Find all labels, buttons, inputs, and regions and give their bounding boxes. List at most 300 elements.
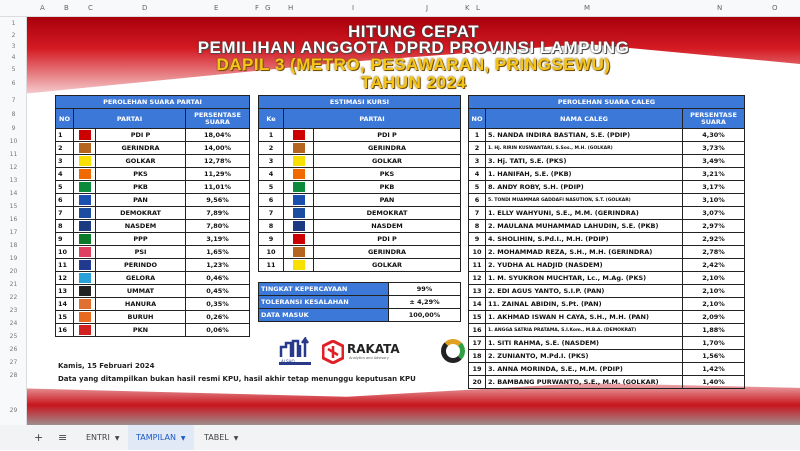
party-pct: 0,45% (186, 285, 250, 298)
party-pct: 1,23% (186, 259, 250, 272)
column-letter[interactable]: C (88, 4, 93, 12)
table-row (56, 155, 250, 168)
party-pct: 9,56% (186, 194, 250, 207)
candidate-name: 2. BAMBANG PURWANTO, S.E., M.M. (GOLKAR) (486, 376, 683, 389)
row-number[interactable]: 8 (11, 111, 16, 118)
seat-no: 11 (259, 259, 284, 272)
party-logo-icon (79, 169, 91, 179)
row-number[interactable]: 3 (11, 43, 16, 50)
party-name: PKS (96, 168, 186, 181)
stat-label: TINGKAT KEPERCAYAAN (259, 283, 389, 296)
sheet-tab-label: ENTRI (86, 433, 110, 442)
row-number[interactable]: 13 (9, 177, 18, 184)
table-row (259, 155, 461, 168)
row-no: 3 (56, 155, 74, 168)
table-row (469, 298, 745, 311)
col-pct: PERSENTASE SUARA (186, 109, 250, 129)
sheet-canvas[interactable] (27, 17, 800, 425)
candidate-pct: 3,73% (683, 142, 745, 155)
party-logo-cell (74, 129, 96, 142)
table-row (56, 129, 250, 142)
row-no: 10 (56, 246, 74, 259)
column-letter[interactable]: H (288, 4, 294, 12)
table-row (469, 337, 745, 350)
sheet-tab-entri[interactable] (78, 425, 127, 450)
table-row (469, 311, 745, 324)
col-ke: Ke (259, 109, 284, 129)
party-logo-icon (293, 247, 305, 257)
row-no: 10 (469, 246, 486, 259)
chevron-down-icon[interactable]: ▼ (180, 435, 186, 442)
column-letter[interactable]: B (64, 4, 69, 12)
table-row (469, 181, 745, 194)
party-logo-cell (74, 298, 96, 311)
party-logo-cell (284, 194, 314, 207)
row-no: 20 (469, 376, 486, 389)
party-logo-icon (79, 143, 91, 153)
party-name: GOLKAR (314, 259, 461, 272)
column-letter[interactable]: G (265, 4, 271, 12)
row-no: 5 (56, 181, 74, 194)
candidate-name: 3. ANNA MORINDA, S.E., M.M. (PDIP) (486, 363, 683, 376)
column-letter[interactable]: L (476, 4, 480, 12)
row-no: 5 (469, 181, 486, 194)
party-table-title: PEROLEHAN SUARA PARTAI (56, 96, 250, 109)
column-letter[interactable]: O (772, 4, 778, 12)
col-party: PARTAI (284, 109, 461, 129)
party-logo-icon (293, 156, 305, 166)
party-name: PSI (96, 246, 186, 259)
party-logo-icon (79, 299, 91, 309)
row-number[interactable]: 18 (9, 242, 18, 249)
row-header[interactable] (0, 17, 27, 425)
table-row (469, 285, 745, 298)
party-logo-cell (74, 194, 96, 207)
party-name: GERINDRA (96, 142, 186, 155)
row-no: 4 (56, 168, 74, 181)
candidate-pct: 1,42% (683, 363, 745, 376)
party-name: PKB (314, 181, 461, 194)
candidate-pct: 1,88% (683, 324, 745, 337)
all-sheets-menu-button[interactable]: ≡ (58, 431, 68, 444)
seat-estimate-table (258, 95, 461, 272)
row-number[interactable]: 6 (11, 80, 16, 87)
party-logo-cell (74, 207, 96, 220)
title-line2: PEMILIHAN ANGGOTA DPRD PROVINSI LAMPUNG (197, 38, 630, 57)
table-row (56, 246, 250, 259)
col-pct: PERSENTASE SUARA (683, 109, 745, 129)
party-logo-icon (293, 221, 305, 231)
candidate-pct: 3,21% (683, 168, 745, 181)
column-letter[interactable]: M (584, 4, 591, 12)
column-letter[interactable]: K (465, 4, 470, 12)
party-votes-table (55, 95, 250, 337)
party-pct: 1,65% (186, 246, 250, 259)
row-no: 7 (56, 207, 74, 220)
sheet-tabs-bar (0, 425, 800, 450)
party-logo-icon (293, 182, 305, 192)
table-row (469, 363, 745, 376)
row-no: 13 (469, 285, 486, 298)
row-number[interactable]: 16 (9, 216, 18, 223)
column-letter[interactable]: I (352, 4, 355, 12)
row-number[interactable]: 14 (9, 190, 18, 197)
party-logo-cell (74, 285, 96, 298)
row-number[interactable]: 11 (9, 151, 18, 158)
party-logo-icon (79, 195, 91, 205)
candidate-name: 11. ZAINAL ABIDIN, S.Pt. (PAN) (486, 298, 683, 311)
rakata-subtext: Analytics and Advisory (349, 356, 389, 360)
party-pct: 7,89% (186, 207, 250, 220)
row-no: 14 (469, 298, 486, 311)
stat-row (259, 283, 461, 296)
stat-row (259, 309, 461, 322)
alsho-logo (279, 337, 311, 365)
row-no: 18 (469, 350, 486, 363)
party-pct: 0,35% (186, 298, 250, 311)
footer-date: Kamis, 15 Februari 2024 (58, 362, 155, 370)
party-logo-cell (74, 181, 96, 194)
party-name: GERINDRA (314, 246, 461, 259)
row-no: 17 (469, 337, 486, 350)
party-logo-icon (79, 273, 91, 283)
party-logo-cell (74, 324, 96, 337)
party-pct: 3,19% (186, 233, 250, 246)
footer-disclaimer: Data yang ditampilkan bukan hasil resmi KPU, hasil akhir tetap menunggu keputusan KPU (58, 375, 416, 383)
row-number[interactable]: 25 (9, 333, 18, 340)
party-name: GERINDRA (314, 142, 461, 155)
party-logo-cell (74, 311, 96, 324)
table-row (469, 324, 745, 337)
col-name: NAMA CALEG (486, 109, 683, 129)
party-name: PAN (314, 194, 461, 207)
row-number[interactable]: 10 (9, 138, 18, 145)
row-number[interactable]: 29 (9, 407, 18, 414)
candidate-name: 2. EDI AGUS YANTO, S.I.P. (PAN) (486, 285, 683, 298)
seat-no: 3 (259, 155, 284, 168)
candidate-votes-table (468, 95, 745, 389)
candidate-pct: 1,40% (683, 376, 745, 389)
chevron-down-icon[interactable]: ▼ (233, 435, 239, 442)
column-letter[interactable]: F (255, 4, 260, 12)
seat-no: 1 (259, 129, 284, 142)
row-number[interactable]: 20 (9, 268, 18, 275)
candidate-pct: 2,92% (683, 233, 745, 246)
table-row (56, 181, 250, 194)
table-row (469, 376, 745, 389)
table-row (259, 142, 461, 155)
row-number[interactable]: 24 (9, 320, 18, 327)
party-logo-icon (293, 169, 305, 179)
candidate-name: 1. Hj. RIRIN KUSWANTARI, S.Sos., M.H. (GOLKAR) (486, 142, 683, 155)
column-letter[interactable]: D (142, 4, 148, 12)
table-row (469, 142, 745, 155)
candidate-pct: 1,70% (683, 337, 745, 350)
row-no: 4 (469, 168, 486, 181)
party-logo-icon (79, 234, 91, 244)
party-name: PKN (96, 324, 186, 337)
party-logo-cell (284, 129, 314, 142)
row-number[interactable]: 12 (9, 164, 18, 171)
stat-value: 99% (389, 283, 461, 296)
table-row (259, 207, 461, 220)
party-pct: 11,01% (186, 181, 250, 194)
table-row (469, 220, 745, 233)
party-name: PKB (96, 181, 186, 194)
row-no: 7 (469, 207, 486, 220)
chevron-down-icon[interactable]: ▼ (114, 435, 120, 442)
party-logo-cell (284, 155, 314, 168)
row-no: 8 (469, 220, 486, 233)
table-row (56, 324, 250, 337)
row-no: 11 (469, 259, 486, 272)
party-logo-cell (74, 220, 96, 233)
title-line1: HITUNG CEPAT (348, 22, 479, 41)
column-letter[interactable]: N (717, 4, 723, 12)
table-row (56, 220, 250, 233)
table-row (56, 168, 250, 181)
table-row (469, 194, 745, 207)
row-number[interactable]: 21 (9, 281, 18, 288)
table-row (56, 259, 250, 272)
candidate-name: 1. ANGGA SATRIA PRATAMA, S.I.Kom., M.B.A. (DEMOKRAT) (486, 324, 683, 337)
row-number[interactable]: 7 (11, 97, 16, 104)
rakata-logo (322, 340, 400, 368)
table-row (56, 142, 250, 155)
column-header[interactable] (0, 0, 800, 17)
row-number[interactable]: 1 (11, 20, 16, 27)
seat-no: 7 (259, 207, 284, 220)
party-logo-cell (284, 233, 314, 246)
table-row (259, 246, 461, 259)
caleg-table-title: PEROLEHAN SUARA CALEG (469, 96, 745, 109)
candidate-name: 4. SHOLIHIN, S.Pd.I., M.H. (PDIP) (486, 233, 683, 246)
table-row (469, 259, 745, 272)
row-no: 1 (469, 129, 486, 142)
party-logo-icon (79, 325, 91, 335)
sheet-tab-tabel[interactable] (196, 425, 246, 450)
candidate-name: 1. M. SYUKRON MUCHTAR, Lc., M.Ag. (PKS) (486, 272, 683, 285)
row-number[interactable]: 22 (9, 294, 18, 301)
party-logo-cell (284, 259, 314, 272)
row-number[interactable]: 2 (11, 32, 16, 39)
candidate-pct: 2,10% (683, 285, 745, 298)
table-row (469, 272, 745, 285)
candidate-name: 1. SITI RAHMA, S.E. (NASDEM) (486, 337, 683, 350)
party-name: GELORA (96, 272, 186, 285)
party-logo-icon (79, 247, 91, 257)
candidate-pct: 2,10% (683, 298, 745, 311)
party-logo-icon (79, 208, 91, 218)
party-logo-icon (293, 130, 305, 140)
party-name: PKS (314, 168, 461, 181)
seat-no: 10 (259, 246, 284, 259)
table-row (56, 285, 250, 298)
row-no: 15 (469, 311, 486, 324)
seat-no: 8 (259, 220, 284, 233)
gauge-logo-icon (441, 339, 465, 363)
party-logo-cell (74, 233, 96, 246)
row-number[interactable]: 4 (11, 54, 16, 61)
party-name: PERINDO (96, 259, 186, 272)
stat-label: TOLERANSI KESALAHAN (259, 296, 389, 309)
candidate-pct: 2,42% (683, 259, 745, 272)
table-row (56, 233, 250, 246)
party-logo-icon (79, 221, 91, 231)
party-pct: 12,78% (186, 155, 250, 168)
party-logo-cell (74, 246, 96, 259)
candidate-name: 8. ANDY ROBY, S.H. (PDIP) (486, 181, 683, 194)
row-number[interactable]: 19 (9, 255, 18, 262)
row-number[interactable]: 5 (11, 66, 16, 73)
candidate-name: 2. MAULANA MUHAMMAD LAHUDIN, S.E. (PKB) (486, 220, 683, 233)
party-logo-cell (284, 207, 314, 220)
stat-value: 100,00% (389, 309, 461, 322)
alsho-logo-text: ALSHO (281, 359, 295, 364)
party-logo-icon (293, 234, 305, 244)
table-row (469, 246, 745, 259)
candidate-name: 3. Hj. TATI, S.E. (PKS) (486, 155, 683, 168)
table-row (56, 298, 250, 311)
row-number[interactable]: 9 (11, 125, 16, 132)
row-no: 6 (469, 194, 486, 207)
party-logo-icon (79, 130, 91, 140)
candidate-name: 5. NANDA INDIRA BASTIAN, S.E. (PDIP) (486, 129, 683, 142)
party-pct: 0,06% (186, 324, 250, 337)
candidate-pct: 4,30% (683, 129, 745, 142)
row-no: 1 (56, 129, 74, 142)
party-name: UMMAT (96, 285, 186, 298)
table-row (56, 207, 250, 220)
table-row (259, 233, 461, 246)
column-letter[interactable]: A (40, 4, 45, 12)
table-row (469, 129, 745, 142)
row-number[interactable]: 26 (9, 346, 18, 353)
table-row (259, 168, 461, 181)
party-logo-cell (74, 168, 96, 181)
row-no: 3 (469, 155, 486, 168)
party-logo-icon (293, 208, 305, 218)
candidate-name: 1. AKHMAD ISWAN H CAYA, S.H., M.H. (PAN) (486, 311, 683, 324)
seat-table-title: ESTIMASI KURSI (259, 96, 461, 109)
party-name: GOLKAR (96, 155, 186, 168)
rakata-text: RAKATA (347, 342, 400, 356)
party-pct: 0,26% (186, 311, 250, 324)
candidate-pct: 2,10% (683, 272, 745, 285)
party-logo-cell (284, 181, 314, 194)
row-no: 2 (469, 142, 486, 155)
table-row (259, 259, 461, 272)
table-row (469, 168, 745, 181)
candidate-pct: 3,17% (683, 181, 745, 194)
party-logo-cell (74, 155, 96, 168)
title-line3: DAPIL 3 (METRO, PESAWARAN, PRINGSEWU) (216, 55, 611, 74)
sheet-tab-tampilan[interactable] (128, 425, 194, 450)
row-number[interactable]: 15 (9, 203, 18, 210)
table-row (259, 129, 461, 142)
row-no: 16 (469, 324, 486, 337)
row-no: 9 (469, 233, 486, 246)
row-number[interactable]: 23 (9, 307, 18, 314)
party-name: NASDEM (96, 220, 186, 233)
seat-no: 9 (259, 233, 284, 246)
row-no: 16 (56, 324, 74, 337)
row-number[interactable]: 28 (9, 372, 18, 379)
row-no: 13 (56, 285, 74, 298)
column-letter[interactable]: J (426, 4, 429, 12)
party-name: BURUH (96, 311, 186, 324)
table-row (469, 350, 745, 363)
table-row (56, 194, 250, 207)
candidate-pct: 3,49% (683, 155, 745, 168)
table-row (469, 155, 745, 168)
row-number[interactable]: 17 (9, 229, 18, 236)
party-name: GOLKAR (314, 155, 461, 168)
party-logo-icon (79, 182, 91, 192)
col-no: NO (469, 109, 486, 129)
table-row (56, 272, 250, 285)
party-logo-cell (74, 272, 96, 285)
seat-no: 2 (259, 142, 284, 155)
col-no: NO (56, 109, 74, 129)
row-no: 6 (56, 194, 74, 207)
row-no: 14 (56, 298, 74, 311)
party-name: NASDEM (314, 220, 461, 233)
party-logo-cell (284, 168, 314, 181)
candidate-name: 2. MOHAMMAD REZA, S.H., M.H. (GERINDRA) (486, 246, 683, 259)
table-row (469, 207, 745, 220)
party-logo-cell (284, 142, 314, 155)
candidate-name: 1. HANIFAH, S.E. (PKB) (486, 168, 683, 181)
candidate-pct: 2,09% (683, 311, 745, 324)
party-name: PAN (96, 194, 186, 207)
row-no: 12 (469, 272, 486, 285)
candidate-pct: 3,07% (683, 207, 745, 220)
stat-label: DATA MASUK (259, 309, 389, 322)
seat-no: 6 (259, 194, 284, 207)
party-pct: 18,04% (186, 129, 250, 142)
table-row (56, 311, 250, 324)
row-no: 11 (56, 259, 74, 272)
party-name: DEMOKRAT (314, 207, 461, 220)
stat-row (259, 296, 461, 309)
table-row (259, 181, 461, 194)
row-no: 9 (56, 233, 74, 246)
row-no: 8 (56, 220, 74, 233)
row-no: 15 (56, 311, 74, 324)
party-logo-icon (293, 260, 305, 270)
party-logo-icon (79, 260, 91, 270)
party-name: PDI P (314, 233, 461, 246)
party-logo-icon (293, 143, 305, 153)
party-pct: 0,46% (186, 272, 250, 285)
party-name: PDI P (314, 129, 461, 142)
seat-no: 4 (259, 168, 284, 181)
party-name: PPP (96, 233, 186, 246)
candidate-name: 2. ZUNIANTO, M.Pd.I. (PKS) (486, 350, 683, 363)
party-logo-icon (293, 195, 305, 205)
candidate-name: 2. YUDHA AL HADJID (NASDEM) (486, 259, 683, 272)
party-pct: 11,29% (186, 168, 250, 181)
candidate-pct: 2,78% (683, 246, 745, 259)
candidate-pct: 3,10% (683, 194, 745, 207)
column-letter[interactable]: E (214, 4, 219, 12)
add-sheet-button[interactable]: + (34, 431, 44, 444)
row-number[interactable]: 27 (9, 359, 18, 366)
row-no: 19 (469, 363, 486, 376)
party-logo-cell (74, 259, 96, 272)
stats-table (258, 282, 461, 322)
